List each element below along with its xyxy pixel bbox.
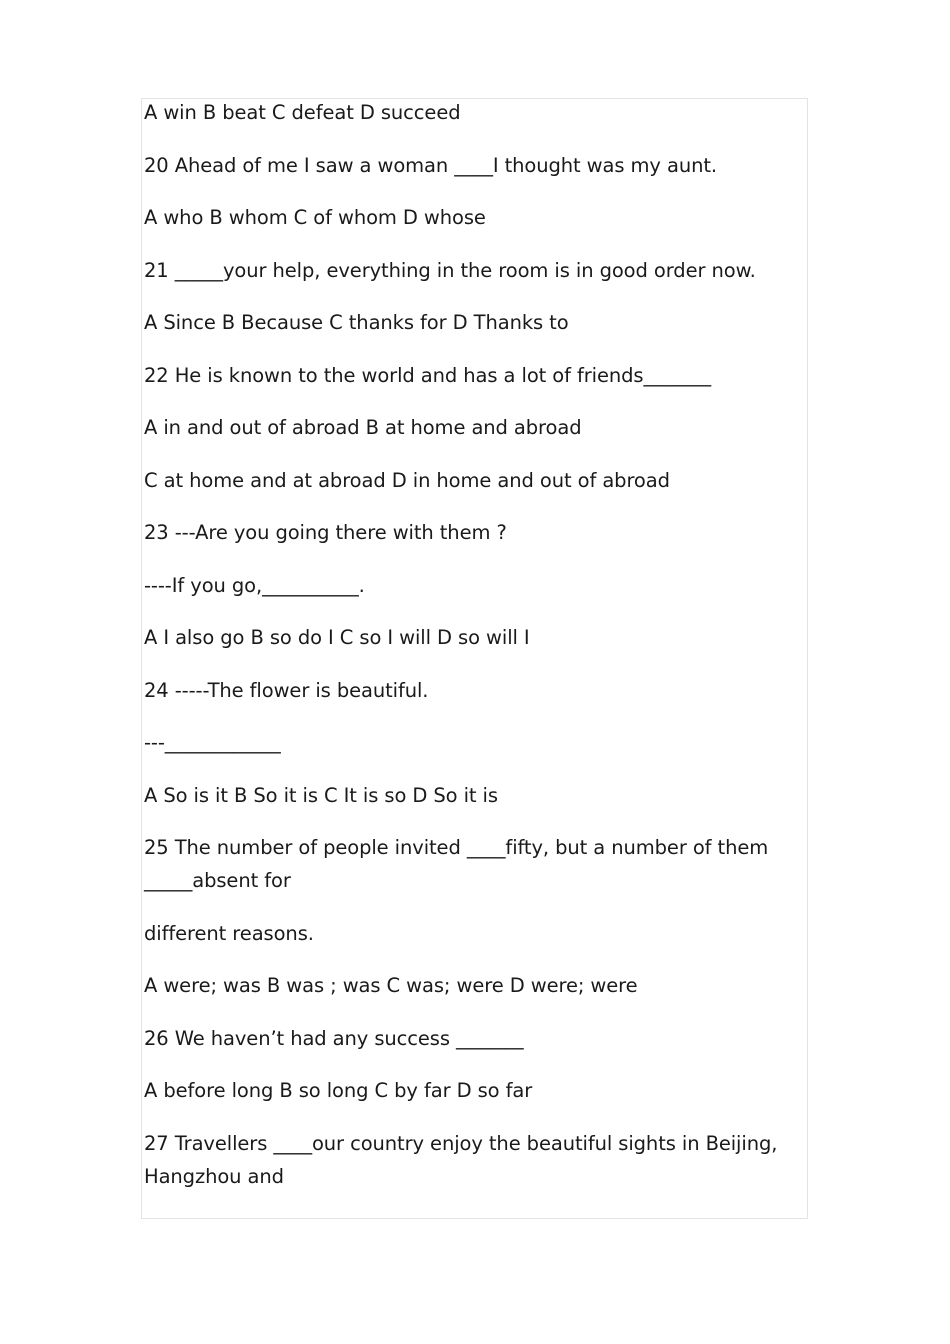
options-line: A Since B Because C thanks for D Thanks to	[144, 311, 569, 334]
document-body	[144, 98, 784, 1212]
question-line: ----If you go,__________.	[144, 573, 365, 597]
question-line: 20 Ahead of me I saw a woman ____I thought was my aunt.	[144, 153, 717, 177]
question-line: ---____________	[144, 731, 281, 754]
question-line: 27 Travellers ____our country enjoy the beautiful sights in Beijing, Hangzhou and	[144, 1131, 778, 1188]
question-line: 25 The number of people invited ____fifty, but a number of them _____absent for	[144, 836, 769, 892]
question-line: 26 We haven’t had any success _______	[144, 1026, 524, 1050]
question-line: different reasons.	[144, 921, 314, 945]
options-line: A I also go B so do I C so I will D so will I	[144, 626, 530, 649]
options-line: A So is it B So it is C It is so D So it is	[144, 783, 498, 807]
question-line: 24 -----The flower is beautiful.	[144, 678, 429, 702]
options-line: A before long B so long C by far D so far	[144, 1079, 533, 1102]
options-line: C at home and at abroad D in home and out of abroad	[144, 468, 670, 492]
question-line: 23 ---Are you going there with them ?	[144, 521, 507, 544]
options-line: A who B whom C of whom D whose	[144, 206, 486, 229]
options-line: A were; was B was ; was C was; were D were; were	[144, 974, 638, 997]
question-line: 21 _____your help, everything in the room is in good order now.	[144, 258, 756, 282]
question-line: 22 He is known to the world and has a lot of friends_______	[144, 363, 712, 387]
options-line: A in and out of abroad B at home and abroad	[144, 416, 582, 439]
text-line: A win B beat C defeat D succeed	[144, 101, 461, 124]
